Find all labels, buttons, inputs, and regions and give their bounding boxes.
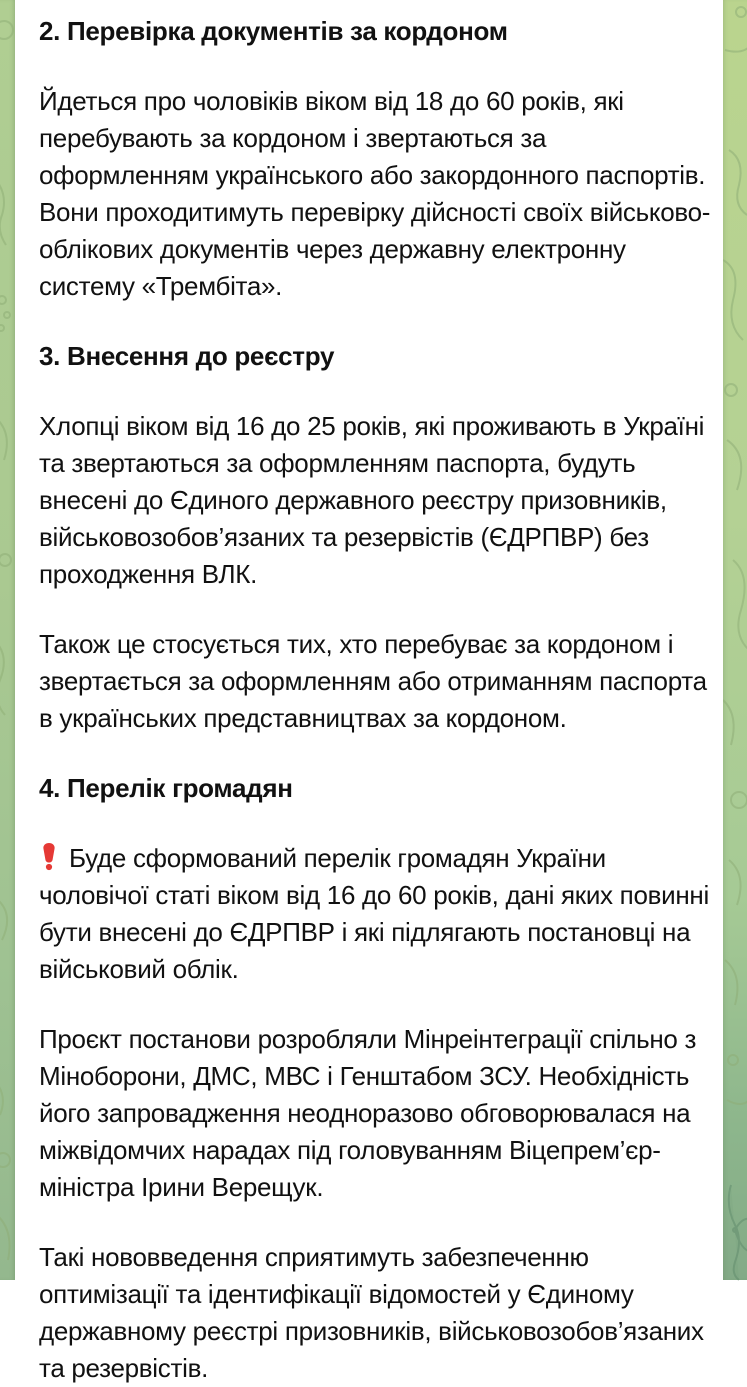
- chat-background-left: [0, 0, 15, 1280]
- message-paragraph: Проєкт постанови розробляли Мінреінтеграції спільно з Міноборони, ДМС, МВС і Генштабом ЗСУ. Необхідність його запровадження неодноразово обговорювалася на міжвідомчих нарадах під головуванням Віцепрем’єр-міністра Ірини Верещук.: [39, 1024, 697, 1202]
- doodle-pattern-right: [723, 0, 747, 1280]
- message-heading-2: 2. Перевірка документів за кордоном: [39, 16, 508, 46]
- message-bubble: [15, 0, 723, 1383]
- message-paragraph-text: Буде сформований перелік громадян України чоловічої статі віком від 16 до 60 років, дані яких повинні бути внесені до ЄДРПВР і які підлягають постановці на військовий облік.: [39, 843, 709, 984]
- message-paragraph: Також це стосується тих, хто перебуває за кордоном і звертається за оформленням або отриманням паспорта в українських представництвах за кордоном.: [39, 629, 707, 733]
- message-paragraph: Хлопці віком від 16 до 25 років, які проживають в Україні та звертаються за оформленням паспорта, будуть внесені до Єдиного державного реєстру призовників, військовозобов’язаних та резервістів (ЄДРПВР) без проходження ВЛК.: [39, 411, 705, 589]
- message-heading-3: 3. Внесення до реєстру: [39, 341, 335, 371]
- doodle-pattern-left: [0, 0, 15, 1280]
- red-exclamation-icon: [39, 843, 59, 870]
- chat-background-right: [723, 0, 747, 1280]
- message-heading-4: 4. Перелік громадян: [39, 773, 293, 803]
- message-paragraph: Такі нововведення сприятимуть забезпеченню оптимізації та ідентифікації відомостей у Єдиному державному реєстрі призовників, військовозобов’язаних та резервістів.: [39, 1242, 704, 1383]
- message-paragraph: Йдеться про чоловіків віком від 18 до 60 років, які перебувають за кордоном і звертаються за оформленням українського або закордонного паспортів. Вони проходитимуть перевірку дійсності своїх військово-облікових документів через державну електронну систему «Трембіта».: [39, 86, 711, 301]
- message-paragraph-highlight: [39, 840, 712, 988]
